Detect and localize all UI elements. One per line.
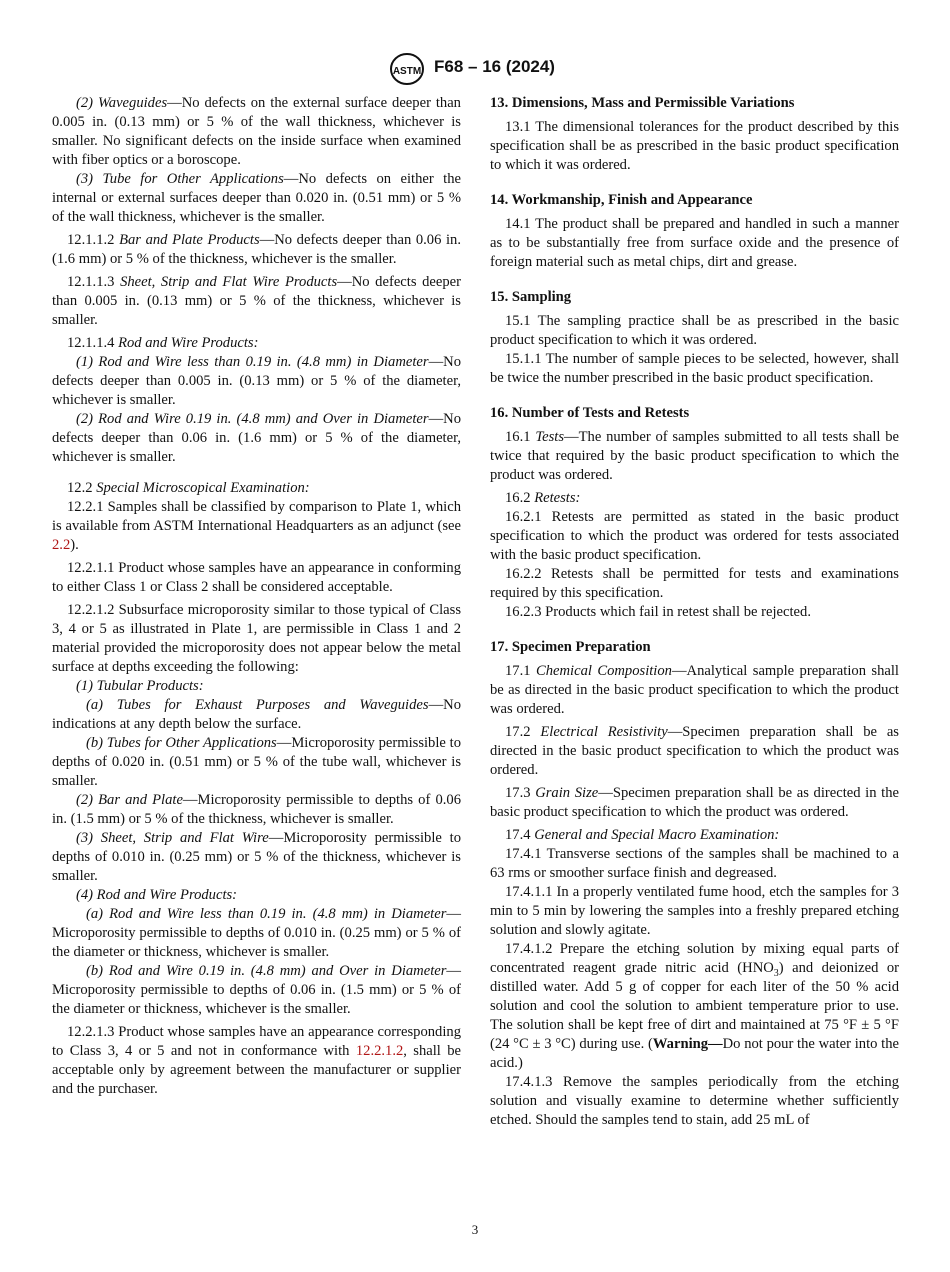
para-12-2-1-3: 12.2.1.3 Product whose samples have an appearance corresponding to Class 3, 4 or 5 and not in conformance with 12.2.1.2, shall be acceptable only by agreement between the manufacturer or supplier and the purchaser. xyxy=(52,1024,461,1097)
para-17-3: 17.3 Grain Size—Specimen preparation shall be as directed in the basic product specification to which the product was ordered. xyxy=(490,785,899,820)
page-number: 3 xyxy=(471,1222,479,1237)
para-16-2: 16.2 Retests: xyxy=(505,490,581,506)
section-heading: 13. Dimensions, Mass and Permissible Variations xyxy=(490,95,795,111)
para-12-2: 12.2 Special Microscopical Examination: xyxy=(67,480,310,496)
para-12-1-1-3: 12.1.1.3 Sheet, Strip and Flat Wire Products—No defects deeper than 0.005 in. (0.13 mm) or 5 % of the thickness, whichever is smaller. xyxy=(52,274,462,328)
para-15-1: 15.1 The sampling practice shall be as prescribed in the basic product specification to which it was ordered. xyxy=(490,313,899,348)
section-heading: 15. Sampling xyxy=(490,289,572,305)
para-16-1: 16.1 Tests—The number of samples submitted to all tests shall be twice that required by the basic product specification to which the product was ordered. xyxy=(490,429,899,483)
para-17-4: 17.4 General and Special Macro Examination: xyxy=(505,827,780,843)
para-17-2: 17.2 Electrical Resistivity—Specimen preparation shall be as directed in the basic product specification to which the product was ordered. xyxy=(490,724,899,778)
para-tubular: (1) Tubular Products: xyxy=(76,678,204,694)
para-17-1: 17.1 Chemical Composition—Analytical sample preparation shall be as directed in the basic product specification to which the product was ordered. xyxy=(490,663,899,717)
para-17-4-1-2: 17.4.1.2 Prepare the etching solution by mixing equal parts of concentrated reagent grade nitric acid $(HNO_3)$ and deionized or distilled water. Add 5 g of copper for each liter of the 50 % acid solution and cool the solution to ambient temperature prior to use. The solution shall be kept free of dirt and maintained at 75 °F ± 5 °F (24 °C ± 3 °C) during use. (Warning—Do not pour the water into the acid.) xyxy=(490,941,900,1071)
section-heading: 17. Specimen Preparation xyxy=(490,639,651,655)
para-16-2-1: 16.2.1 Retests are permitted as stated in the basic product specification to which the product was ordered for tests associated with the basic product specification. xyxy=(490,509,899,563)
document-designation: F68 – 16 (2024) xyxy=(434,57,555,76)
para-rod-wire-over: (b) Rod and Wire 0.19 in. (4.8 mm) and Over in Diameter—Microporosity permissible to depths of 0.06 in. (1.5 mm) or 5 % of the diameter or thickness, whichever is the smaller. xyxy=(52,963,461,1017)
para-12-1-1-4: 12.1.1.4 Rod and Wire Products: xyxy=(67,335,259,351)
logo-text: ASTM xyxy=(392,66,422,77)
para-rod-over: (2) Rod and Wire 0.19 in. (4.8 mm) and Over in Diameter—No defects deeper than 0.06 in. (1.6 mm) or 5 % of the diameter, whichever is smaller. xyxy=(52,411,461,465)
para-rod-wire-less: (a) Rod and Wire less than 0.19 in. (4.8 mm) in Diameter—Microporosity permissible to depths of 0.010 in. (0.25 mm) or 5 % of the diameter or thickness, whichever is smaller. xyxy=(52,906,461,960)
para-12-2-1: 12.2.1 Samples shall be classified by comparison to Plate 1, which is available from ASTM International Headquarters as an adjunct (see 2.2). xyxy=(52,499,462,553)
para-rod-wire: (4) Rod and Wire Products: xyxy=(76,887,238,903)
para-rod-less: (1) Rod and Wire less than 0.19 in. (4.8 mm) in Diameter—No defects deeper than 0.005 in. (0.13 mm) or 5 % of the diameter, whichever is smaller. xyxy=(52,354,461,408)
para-12-2-1-1: 12.2.1.1 Product whose samples have an appearance in conforming to either Class 1 or Class 2 shall be considered acceptable. xyxy=(52,560,461,595)
para-14-1: 14.1 The product shall be prepared and handled in such a manner as to be substantially free from surface oxide and the presence of foreign material such as metal chips, dirt and grease. xyxy=(490,216,899,270)
para-sheet-strip: (3) Sheet, Strip and Flat Wire—Microporosity permissible to depths of 0.010 in. (0.25 mm) or 5 % of the thickness, whichever is smaller. xyxy=(52,830,462,884)
para-17-4-1: 17.4.1 Transverse sections of the samples shall be machined to a 63 rms or smoother surface finish and degreased. xyxy=(490,846,899,881)
para-12-1-1-2: 12.1.1.2 Bar and Plate Products—No defects deeper than 0.06 in. (1.6 mm) or 5 % of the thickness, whichever is the smaller. xyxy=(52,232,462,267)
left-column xyxy=(52,94,461,1099)
para-tubes-other: (b) Tubes for Other Applications—Microporosity permissible to depths of 0.020 in. (0.51 mm) or 5 % of the tube wall, whichever is smaller. xyxy=(52,735,461,789)
para-16-2-3: 16.2.3 Products which fail in retest shall be rejected. xyxy=(505,604,811,620)
astm-logo-icon xyxy=(388,52,426,86)
para-tubes-exhaust: (a) Tubes for Exhaust Purposes and Waveguides—No indications at any depth below the surface. xyxy=(52,697,461,732)
para-waveguides: (2) Waveguides—No defects on the external surface deeper than 0.005 in. (0.13 mm) or 5 % of the wall thickness, whichever is smaller. No significant defects on the inside surface when examined with fiber optics or a boroscope. xyxy=(52,95,461,168)
para-13-1: 13.1 The dimensional tolerances for the product described by this specification shall be as prescribed in the basic product specification to which it was ordered. xyxy=(490,119,899,173)
para-12-2-1-2: 12.2.1.2 Subsurface microporosity similar to those typical of Class 3, 4 or 5 as illustrated in Plate 1, are permissible in Class 1 and 2 material provided the microporosity does not appear below the metal surface at depths exceeding the following: xyxy=(52,602,462,675)
para-17-4-1-1: 17.4.1.1 In a properly ventilated fume hood, etch the samples for 3 min to 5 min by lowering the samples into a freshly prepared etching solution and slowly agitate. xyxy=(490,884,899,938)
right-column xyxy=(490,94,899,1130)
para-tube-other: (3) Tube for Other Applications—No defects on either the internal or external surfaces deeper than 0.020 in. (0.51 mm) or 5 % of the wall thickness, whichever is the smaller. xyxy=(52,171,461,225)
para-17-4-1-3: 17.4.1.3 Remove the samples periodically from the etching solution and visually examine to determine whether sufficiently etched. Should the samples tend to stain, add 25 mL of xyxy=(490,1074,899,1128)
para-15-1-1: 15.1.1 The number of sample pieces to be selected, however, shall be twice the number prescribed in the basic product specification. xyxy=(490,351,900,386)
para-16-2-2: 16.2.2 Retests shall be permitted for tests and examinations required by this specification. xyxy=(490,566,899,601)
section-heading: 14. Workmanship, Finish and Appearance xyxy=(490,192,753,208)
reference-link[interactable]: 12.2.1.2 xyxy=(355,1043,404,1059)
reference-link[interactable]: 2.2 xyxy=(52,537,71,553)
section-heading: 16. Number of Tests and Retests xyxy=(490,405,690,421)
para-bar-plate: (2) Bar and Plate—Microporosity permissible to depths of 0.06 in. (1.5 mm) or 5 % of the thickness, whichever is smaller. xyxy=(52,792,461,827)
page-header xyxy=(0,50,950,90)
